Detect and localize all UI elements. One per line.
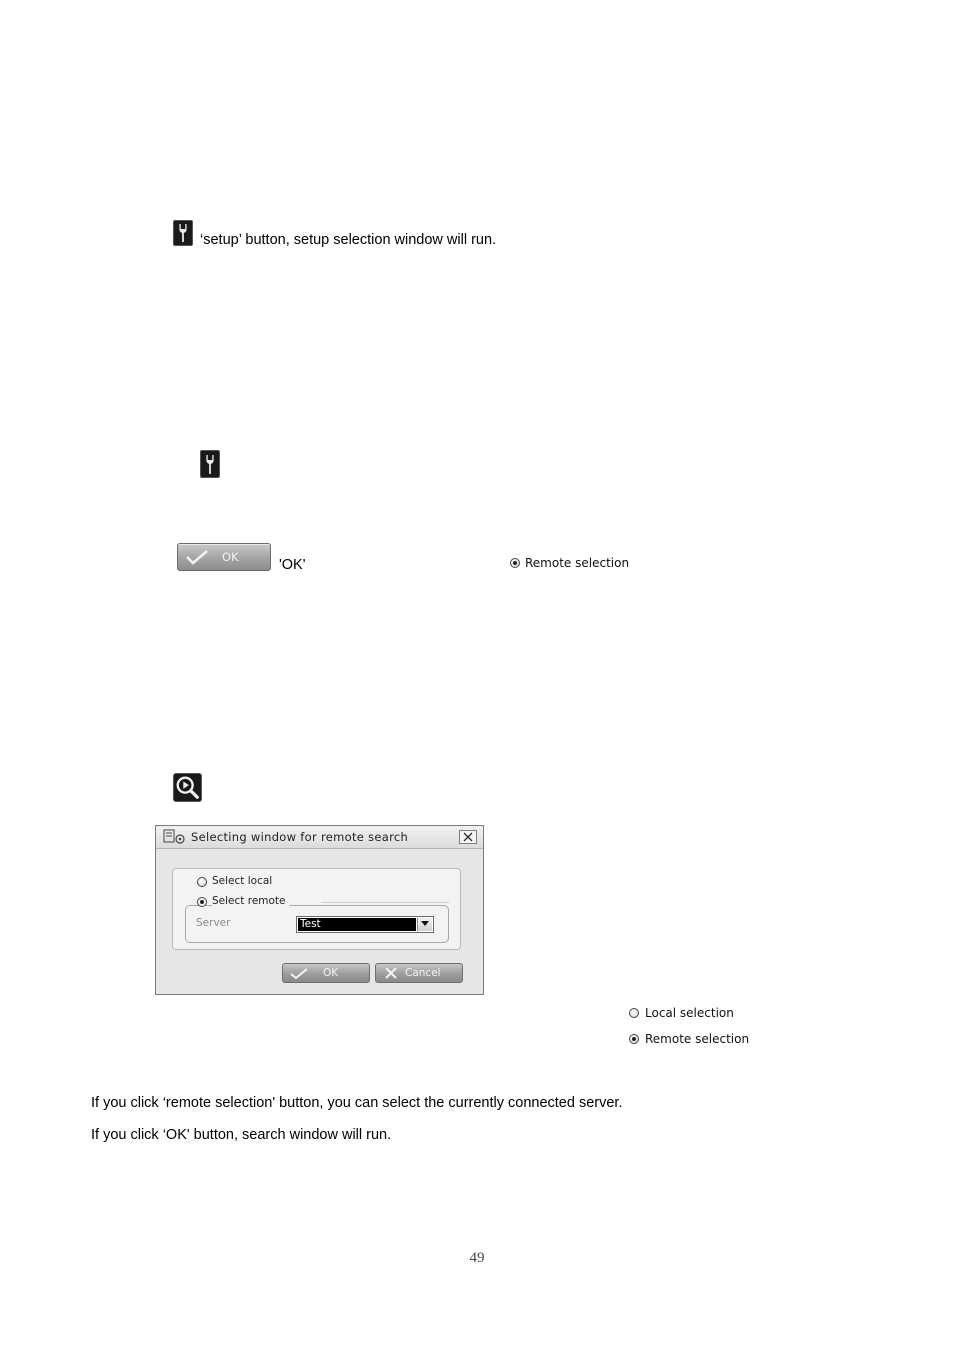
check-icon	[289, 967, 309, 980]
wrench-icon	[200, 450, 220, 478]
server-label: Server	[196, 917, 231, 929]
remote-selection-paragraph: If you click ‘remote selection' button, you can select the currently connected server.	[91, 1095, 623, 1111]
wrench-icon	[173, 220, 193, 246]
dialog-cancel-label: Cancel	[405, 967, 441, 979]
remote-selection-label: Remote selection	[525, 556, 630, 570]
close-icon	[460, 831, 476, 843]
dialog-cancel-button[interactable]	[375, 963, 463, 983]
select-local-radio[interactable]	[197, 877, 207, 887]
magnifier-play-icon	[173, 773, 202, 802]
select-remote-radio[interactable]	[197, 897, 207, 907]
ok-button[interactable]	[177, 543, 271, 571]
dialog-title: Selecting window for remote search	[191, 830, 409, 844]
remote-search-dialog	[155, 825, 484, 995]
ok-button-label: OK	[222, 550, 239, 564]
ok-paragraph: If you click ‘OK' button, search window will run.	[91, 1127, 392, 1143]
check-icon	[185, 549, 209, 565]
remote-selection-label: Remote selection	[645, 1032, 750, 1046]
ok-quote-text: 'OK'	[279, 557, 306, 573]
dialog-ok-button[interactable]	[282, 963, 370, 983]
local-selection-label: Local selection	[645, 1006, 734, 1020]
dialog-ok-label: OK	[323, 967, 339, 979]
server-settings-icon	[163, 829, 187, 845]
group-divider	[321, 902, 449, 903]
select-remote-label: Select remote	[212, 895, 290, 907]
server-select[interactable]	[296, 916, 434, 933]
select-local-label: Select local	[212, 875, 273, 887]
chevron-down-icon[interactable]	[417, 918, 432, 931]
remote-selection-radio[interactable]	[510, 558, 520, 568]
server-select-value: Test	[298, 918, 416, 931]
local-selection-radio[interactable]	[629, 1008, 639, 1018]
page-number: 49	[469, 1250, 485, 1266]
setup-description: ‘setup’ button, setup selection window will run.	[200, 232, 497, 248]
remote-selection-radio[interactable]	[629, 1034, 639, 1044]
close-button[interactable]	[459, 830, 477, 844]
dialog-titlebar	[156, 826, 483, 849]
close-icon	[384, 967, 398, 980]
